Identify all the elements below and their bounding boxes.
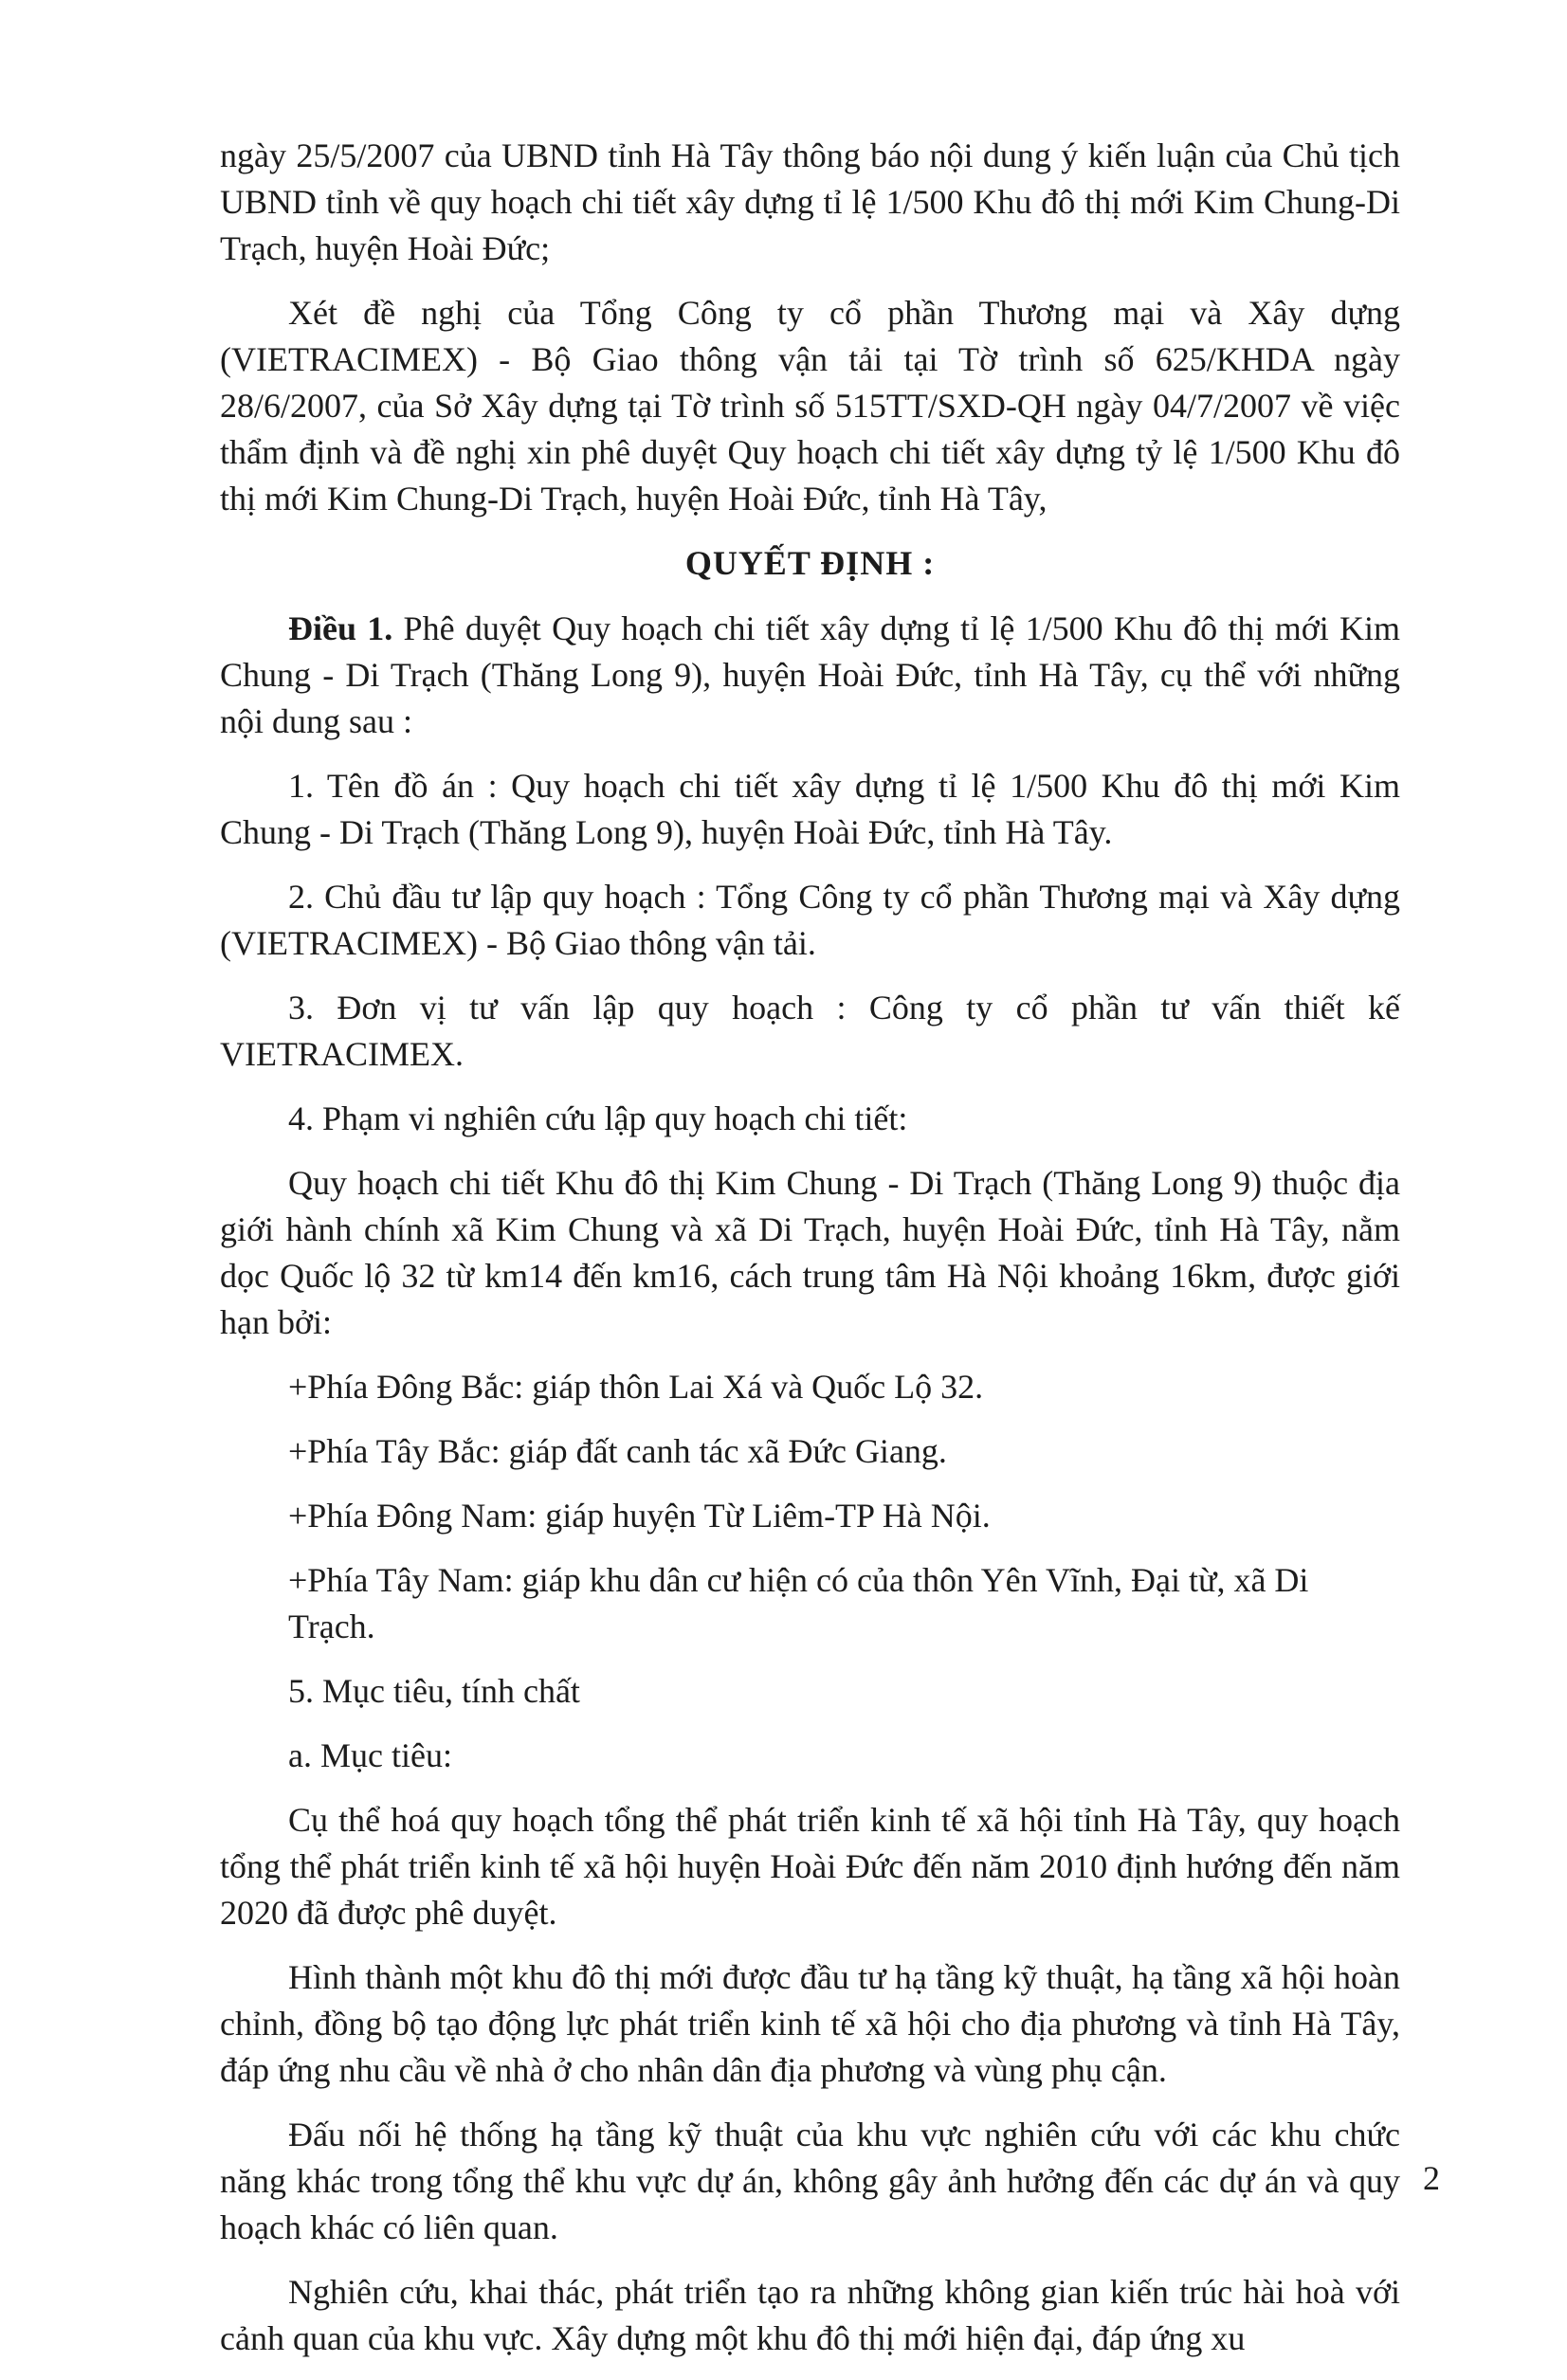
- article-1: [220, 606, 1400, 745]
- item-4-scope: 4. Phạm vi nghiên cứu lập quy hoạch chi tiết:: [288, 1099, 908, 1137]
- paragraph-reference: ngày 25/5/2007 của UBND tỉnh Hà Tây thông báo nội dung ý kiến luận của Chủ tịch UBND tỉnh về quy hoạch chi tiết xây dựng tỉ lệ 1/500 Khu đô thị mới Kim Chung-Di Trạch, huyện Hoài Đức;: [220, 136, 1400, 267]
- section-5a-title: a. Mục tiêu:: [288, 1736, 452, 1774]
- page-number: 2: [1423, 2159, 1440, 2197]
- boundary-southeast: +Phía Đông Nam: giáp huyện Từ Liêm-TP Hà Nội.: [288, 1497, 991, 1535]
- boundary-southwest: +Phía Tây Nam: giáp khu dân cư hiện có của thôn Yên Vĩnh, Đại từ, xã Di Trạch.: [288, 1561, 1309, 1645]
- article-1-label: Điều 1.: [288, 609, 393, 647]
- objective-paragraph-4: Nghiên cứu, khai thác, phát triển tạo ra những không gian kiến trúc hài hoà với cảnh quan của khu vực. Xây dựng một khu đô thị mới hiện đại, đáp ứng xu: [220, 2273, 1400, 2357]
- scope-description: Quy hoạch chi tiết Khu đô thị Kim Chung - Di Trạch (Thăng Long 9) thuộc địa giới hành chính xã Kim Chung và xã Di Trạch, huyện Hoài Đức, tỉnh Hà Tây, nằm dọc Quốc lộ 32 từ km14 đến km16, cách trung tâm Hà Nội khoảng 16km, được giới hạn bởi:: [220, 1164, 1400, 1341]
- objective-paragraph-3: Đấu nối hệ thống hạ tầng kỹ thuật của khu vực nghiên cứu với các khu chức năng khác trong tổng thể khu vực dự án, không gây ảnh hưởng đến các dự án và quy hoạch khác có liên quan.: [220, 2116, 1400, 2246]
- decision-heading: QUYẾT ĐỊNH :: [684, 544, 936, 582]
- section-5-title: 5. Mục tiêu, tính chất: [288, 1672, 580, 1710]
- boundary-northwest: +Phía Tây Bắc: giáp đất canh tác xã Đức Giang.: [288, 1432, 947, 1470]
- document-body: [220, 133, 1400, 2380]
- item-3-consultant: 3. Đơn vị tư vấn lập quy hoạch : Công ty cổ phần tư vấn thiết kế VIETRACIMEX.: [220, 989, 1400, 1073]
- paragraph-consideration: Xét đề nghị của Tổng Công ty cổ phần Thương mại và Xây dựng (VIETRACIMEX) - Bộ Giao thông vận tải tại Tờ trình số 625/KHDA ngày 28/6/2007, của Sở Xây dựng tại Tờ trình số 515TT/SXD-QH ngày 04/7/2007 về việc thẩm định và đề nghị xin phê duyệt Quy hoạch chi tiết xây dựng tỷ lệ 1/500 Khu đô thị mới Kim Chung-Di Trạch, huyện Hoài Đức, tỉnh Hà Tây,: [220, 294, 1400, 518]
- objective-paragraph-2: Hình thành một khu đô thị mới được đầu tư hạ tầng kỹ thuật, hạ tầng xã hội hoàn chỉnh, đồng bộ tạo động lực phát triển kinh tế xã hội cho địa phương và tỉnh Hà Tây, đáp ứng nhu cầu về nhà ở cho nhân dân địa phương và vùng phụ cận.: [220, 1958, 1400, 2089]
- item-1-project-name: 1. Tên đồ án : Quy hoạch chi tiết xây dựng tỉ lệ 1/500 Khu đô thị mới Kim Chung - Di Trạch (Thăng Long 9), huyện Hoài Đức, tỉnh Hà Tây.: [220, 767, 1400, 851]
- item-2-investor: 2. Chủ đầu tư lập quy hoạch : Tổng Công ty cổ phần Thương mại và Xây dựng (VIETRACIMEX) - Bộ Giao thông vận tải.: [220, 878, 1400, 962]
- objective-paragraph-1: Cụ thể hoá quy hoạch tổng thể phát triển kinh tế xã hội tỉnh Hà Tây, quy hoạch tổng thể phát triển kinh tế xã hội huyện Hoài Đức đến năm 2010 định hướng đến năm 2020 đã được phê duyệt.: [220, 1801, 1400, 1932]
- article-1-text: Phê duyệt Quy hoạch chi tiết xây dựng tỉ lệ 1/500 Khu đô thị mới Kim Chung - Di Trạch (Thăng Long 9), huyện Hoài Đức, tỉnh Hà Tây, cụ thể với những nội dung sau :: [220, 609, 1401, 740]
- boundary-northeast: +Phía Đông Bắc: giáp thôn Lai Xá và Quốc Lộ 32.: [288, 1368, 984, 1406]
